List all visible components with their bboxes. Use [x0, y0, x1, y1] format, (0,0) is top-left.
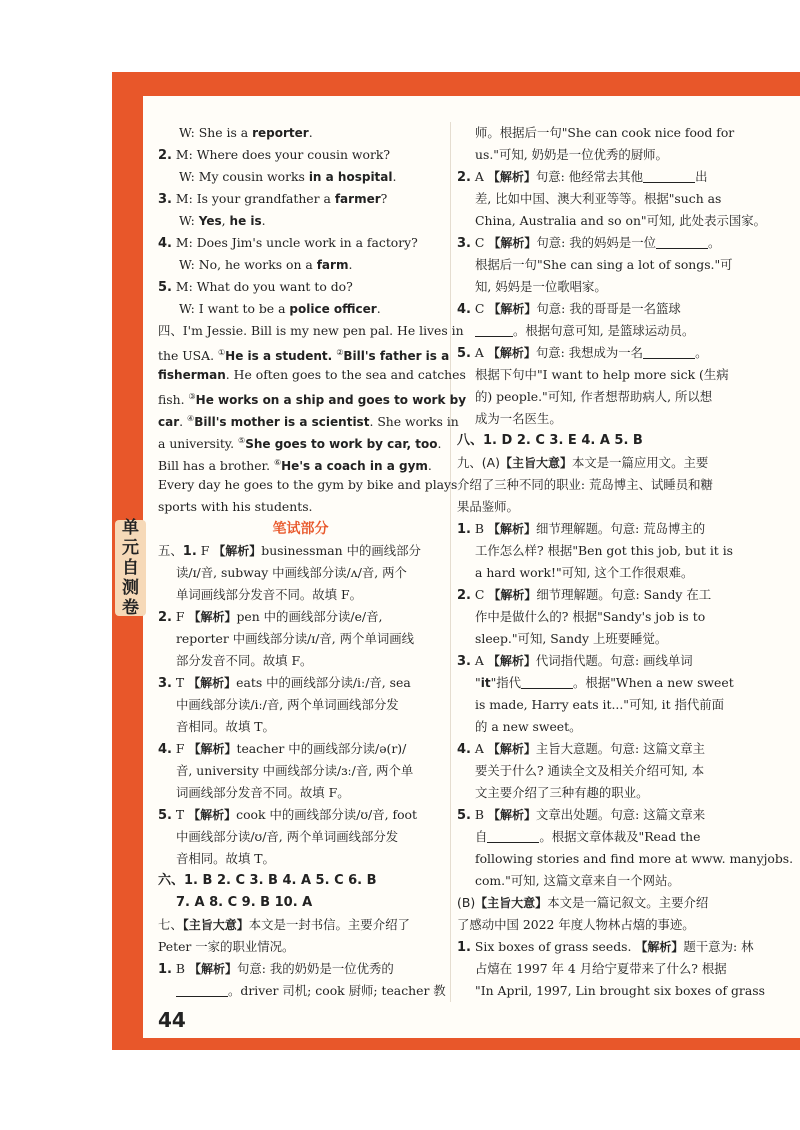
- text: A: [470, 741, 488, 756]
- item-number: 5.: [158, 280, 172, 295]
- item-number: 1.: [457, 522, 471, 537]
- answer: farmer: [334, 192, 381, 206]
- section-number: 五、: [158, 543, 183, 558]
- text-line: [457, 166, 748, 188]
- item-number: 5.: [158, 808, 172, 823]
- item-number: 3.: [457, 654, 471, 669]
- analysis-label: 【解析】: [188, 676, 237, 690]
- text: .: [376, 301, 381, 316]
- answer: He's a coach in a gym: [281, 459, 428, 474]
- text: 。driver 司机; cook 厨师; teacher 教: [228, 983, 446, 998]
- text-line: 文主要介绍了三种有趣的职业。: [475, 785, 649, 800]
- text-line: [158, 232, 443, 254]
- text: . He often goes to the sea and catches: [225, 367, 466, 382]
- answer-key-six-cont: 7. A 8. C 9. B 10. A: [176, 895, 313, 910]
- text: 细节理解题。句意: Sandy 在工: [536, 587, 712, 602]
- text: C: [470, 235, 489, 250]
- text: pen 中的画线部分读/e/音,: [236, 609, 383, 624]
- side-tab-char: 卷: [122, 598, 139, 618]
- text: 代词指代题。句意: 画线单词: [535, 653, 693, 668]
- text: W: I want to be a: [179, 301, 290, 316]
- side-tab-char: 测: [122, 578, 139, 598]
- text: 本文是一封书信。主要介绍了: [248, 917, 410, 932]
- item-number: 3.: [158, 192, 172, 207]
- text: 本文是一篇记叙文。主要介绍: [547, 895, 709, 910]
- answer: fisherman: [158, 368, 226, 382]
- answer: Bill's mother is a scientist: [194, 415, 370, 430]
- section-number: (B): [457, 895, 476, 910]
- answer: He is a student.: [225, 349, 333, 364]
- answer: reporter: [252, 126, 309, 140]
- text-line: 果品鉴师。: [457, 499, 519, 514]
- answer: in a hospital: [308, 170, 393, 184]
- text: 细节理解题。句意: 荒岛博主的: [535, 521, 706, 536]
- answer: car: [158, 415, 180, 430]
- text: ,: [221, 213, 230, 228]
- text: teacher 中的画线部分读/ə(r)/: [236, 741, 407, 756]
- answer: He works on a ship and goes to work by: [195, 393, 467, 408]
- text-line: [457, 738, 748, 760]
- item-number: 5.: [457, 346, 471, 361]
- text: A: [470, 169, 488, 184]
- text-line: us."可知, 奶奶是一位优秀的厨师。: [475, 147, 668, 162]
- answer-key-eight: 八、1. D 2. C 3. E 4. A 5. B: [457, 433, 643, 448]
- text: Bill has a brother.: [158, 458, 274, 474]
- text-line: following stories and find more at www. manyjobs.: [475, 851, 794, 866]
- answer: Bill's father is a: [343, 349, 450, 364]
- analysis-label: 【解析】: [635, 940, 684, 954]
- main-idea-label: 【主旨大意】: [499, 456, 572, 470]
- answer-key-six: 六、1. B 2. C 3. B 4. A 5. C 6. B: [158, 873, 377, 888]
- text-line: 读/ɪ/音, subway 中画线部分读/ʌ/音, 两个: [176, 565, 407, 580]
- text: W:: [179, 213, 199, 228]
- text: 。: [708, 235, 721, 250]
- text-line: China, Australia and so on"可知, 此处表示国家。: [475, 213, 767, 228]
- text-line: 单词画线部分发音不同。故填 F。: [176, 587, 363, 602]
- text: .: [348, 257, 353, 272]
- text-line: [158, 914, 443, 936]
- text: 题干意为: 林: [683, 939, 754, 954]
- answer-blank: [475, 324, 513, 337]
- answer-blank: [656, 236, 708, 249]
- text: A: [470, 653, 488, 668]
- text: M: What do you want to do?: [171, 279, 353, 294]
- text-line: 知, 妈妈是一位歌唱家。: [475, 279, 607, 294]
- text: 。: [695, 345, 708, 360]
- text-line: [457, 936, 754, 958]
- item-number: 4.: [457, 742, 471, 757]
- analysis-label: 【解析】: [188, 610, 237, 624]
- answer-blank: [643, 346, 695, 359]
- text-line: [158, 166, 443, 188]
- analysis-label: 【解析】: [213, 544, 262, 558]
- left-column: [158, 122, 467, 1002]
- text-line: [158, 298, 443, 320]
- text-line: [457, 826, 748, 848]
- text-line: [457, 518, 748, 540]
- column-divider: [450, 122, 451, 1002]
- side-tab-char: 自: [122, 558, 139, 578]
- text-line: [457, 320, 748, 342]
- item-number: 4.: [158, 742, 172, 757]
- text: 句意: 我的奶奶是一位优秀的: [236, 961, 394, 976]
- analysis-label: 【解析】: [188, 808, 237, 822]
- item-number: 1.: [457, 940, 471, 955]
- text-line: [457, 452, 748, 474]
- text-line: 成为一名医生。: [475, 411, 562, 426]
- item-number: 3.: [158, 676, 172, 691]
- text: sports with his students.: [158, 499, 313, 514]
- text-line: is made, Harry eats it..."可知, it 指代前面: [475, 697, 725, 712]
- text: Every day he goes to the gym by bike and plays: [158, 477, 458, 492]
- text-line: [158, 804, 443, 826]
- text: the USA.: [158, 348, 218, 364]
- section-number: 九、(A): [457, 455, 500, 470]
- answer-blank: [176, 984, 228, 997]
- text-line: 根据后一句"She can sing a lot of songs."可: [475, 257, 733, 272]
- text-line: [457, 892, 748, 914]
- text: 。根据文章体裁及"Read the: [539, 829, 701, 844]
- text-line: 差, 比如中国、澳大利亚等等。根据"such as: [475, 191, 722, 206]
- text-line: [158, 980, 446, 1002]
- item-number: 1.: [158, 962, 172, 977]
- text-line: 要关于什么? 通读全文及相关介绍可知, 本: [475, 763, 705, 778]
- text-line: 作中是做什么的? 根据"Sandy's job is to: [475, 609, 706, 624]
- marker: ④: [187, 414, 195, 423]
- text-line: 师。根据后一句"She can cook nice food for: [475, 125, 735, 140]
- item-number: 5.: [457, 808, 471, 823]
- text-line: 工作怎么样? 根据"Ben got this job, but it is: [475, 543, 734, 558]
- section-heading: 笔试部分: [272, 521, 329, 537]
- marker: ⑤: [238, 436, 246, 445]
- main-idea-label: 【主旨大意】: [182, 918, 249, 932]
- answer-blank: [487, 830, 539, 843]
- text: F: [171, 741, 189, 756]
- text: M: Does Jim's uncle work in a factory?: [171, 235, 418, 250]
- text-line: 音相同。故填 T。: [176, 719, 275, 734]
- text-line: [158, 188, 443, 210]
- text: 句意: 我的哥哥是一名篮球: [536, 301, 681, 316]
- side-tab: [115, 520, 146, 616]
- text-line: 音, university 中画线部分读/ɜː/音, 两个单: [176, 763, 414, 778]
- answer: She goes to work by car, too: [245, 437, 438, 452]
- text: .: [179, 414, 188, 430]
- text: F: [171, 609, 189, 624]
- text-line: [457, 298, 748, 320]
- answer-blank: [521, 676, 573, 689]
- underlined-word: it: [480, 676, 491, 690]
- text-line: [158, 672, 443, 694]
- analysis-label: 【解析】: [487, 808, 536, 822]
- text: T: [171, 807, 189, 822]
- text-line: 音相同。故填 T。: [176, 851, 275, 866]
- text: 主旨大意题。句意: 这篇文章主: [535, 741, 706, 756]
- side-tab-char: 单: [122, 518, 139, 538]
- text: M: Is your grandfather a: [171, 191, 335, 206]
- analysis-label: 【解析】: [487, 170, 536, 184]
- text-line: a hard work!"可知, 这个工作很艰难。: [475, 565, 694, 580]
- text-line: [158, 122, 443, 144]
- analysis-label: 【解析】: [487, 742, 536, 756]
- text-line: 了感动中国 2022 年度人物林占熺的事迹。: [457, 917, 695, 932]
- text: W: My cousin works: [179, 169, 309, 184]
- text-line: 占熺在 1997 年 4 月给宁夏带来了什么? 根据: [475, 961, 727, 976]
- text: eats 中的画线部分读/iː/音, sea: [236, 675, 411, 690]
- item-number: 3.: [457, 236, 471, 251]
- text-line: "In April, 1997, Lin brought six boxes of grass: [475, 983, 765, 998]
- analysis-label: 【解析】: [188, 962, 237, 976]
- text-line: [158, 958, 443, 980]
- right-column: [457, 122, 794, 1002]
- text-line: [158, 320, 464, 342]
- marker: ②: [336, 348, 344, 357]
- text-line: [158, 276, 443, 298]
- item-number: 2.: [457, 170, 471, 185]
- text-line: a university. ⑤She goes to work by car, too.: [158, 436, 442, 452]
- text: B: [470, 521, 488, 536]
- text-line: [457, 804, 748, 826]
- text-line: [158, 408, 459, 430]
- text: 本文是一篇应用文。主要: [571, 455, 709, 470]
- item-number: 4.: [457, 302, 471, 317]
- text: 句意: 他经常去其他: [535, 169, 644, 184]
- text-line: 词画线部分发音不同。故填 F。: [176, 785, 350, 800]
- text-line: 的 a new sweet。: [475, 719, 582, 734]
- text: W: No, he works on a: [179, 257, 317, 272]
- marker: ③: [188, 392, 196, 401]
- marker: ⑥: [273, 458, 282, 467]
- text: ?: [380, 191, 388, 206]
- text: F: [196, 543, 214, 558]
- answer: farm: [316, 258, 349, 272]
- text-line: 根据下句中"I want to help more sick (生病: [475, 367, 729, 382]
- answer: Yes: [198, 214, 222, 228]
- analysis-label: 【解析】: [188, 742, 237, 756]
- text-line: [158, 386, 467, 408]
- analysis-label: 【解析】: [487, 522, 536, 536]
- text-line: com."可知, 这篇文章来自一个网站。: [475, 873, 680, 888]
- text-line: 介绍了三种不同的职业: 荒岛博主、试睡员和糖: [457, 477, 713, 492]
- text: 出: [695, 169, 708, 184]
- item-number: 4.: [158, 236, 172, 251]
- text-line: [457, 232, 748, 254]
- text: 句意: 我的妈妈是一位: [536, 235, 656, 250]
- main-idea-label: 【主旨大意】: [475, 896, 548, 910]
- text: .: [308, 125, 313, 140]
- text-line: [457, 650, 748, 672]
- item-number: 2.: [158, 148, 172, 163]
- text-line: [158, 144, 443, 166]
- text: a university.: [158, 436, 239, 452]
- text-line: 的) people."可知, 作者想帮助病人, 所以想: [475, 389, 713, 404]
- text-line: [457, 342, 748, 364]
- answer: police officer: [289, 302, 377, 316]
- text-line: [158, 474, 458, 496]
- item-number: 2.: [457, 588, 471, 603]
- text-line: [158, 254, 443, 276]
- side-tab-char: 元: [122, 538, 139, 558]
- item-number: 1.: [182, 544, 197, 559]
- text-line: [158, 738, 443, 760]
- text-line: [457, 584, 748, 606]
- analysis-label: 【解析】: [488, 302, 537, 316]
- text: "指代: [490, 675, 522, 690]
- text-line: Bill has a brother. ⑥He's a coach in a gym.: [158, 458, 432, 474]
- text-line: [158, 342, 450, 364]
- text: C: [470, 301, 489, 316]
- text-line: [457, 672, 748, 694]
- text: C: [470, 587, 489, 602]
- analysis-label: 【解析】: [487, 654, 536, 668]
- answer: he is: [229, 214, 262, 228]
- item-number: 2.: [158, 610, 172, 625]
- text: ": [475, 675, 481, 690]
- analysis-label: 【解析】: [488, 236, 537, 250]
- text: B: [470, 807, 488, 822]
- text: Six boxes of grass seeds.: [470, 939, 636, 954]
- text: T: [171, 675, 189, 690]
- text: 文章出处题。句意: 这篇文章来: [535, 807, 706, 822]
- text: businessman 中的画线部分: [261, 543, 421, 558]
- text: 自: [475, 829, 488, 844]
- text: 。根据"When a new sweet: [573, 675, 734, 690]
- text: fish.: [158, 392, 189, 408]
- page-number: 44: [158, 1008, 186, 1032]
- text: .: [392, 169, 397, 184]
- text-line: sleep."可知, Sandy 上班要睡觉。: [475, 631, 668, 646]
- text: M: Where does your cousin work?: [171, 147, 391, 162]
- text: A: [470, 345, 488, 360]
- text-line: 中画线部分读/ʊ/音, 两个单词画线部分发: [176, 829, 399, 844]
- text: . She works in: [369, 414, 459, 430]
- text: 。根据句意可知, 是篮球运动员。: [513, 323, 695, 338]
- text-line: [158, 364, 466, 386]
- analysis-label: 【解析】: [487, 346, 536, 360]
- text-line: Peter 一家的职业情况。: [158, 939, 295, 954]
- text-line: [158, 606, 443, 628]
- text: B: [171, 961, 189, 976]
- text: cook 中的画线部分读/ʊ/音, foot: [236, 807, 417, 822]
- text: 四、I'm Jessie. Bill is my new pen pal. He lives in: [158, 323, 464, 338]
- text-line: [158, 210, 443, 232]
- analysis-label: 【解析】: [488, 588, 537, 602]
- text-line: [158, 540, 443, 562]
- text: W: She is a: [179, 125, 253, 140]
- section-number: 七、: [158, 917, 183, 932]
- text: .: [261, 213, 266, 228]
- marker: ①: [218, 348, 226, 357]
- text-line: [158, 496, 443, 518]
- text: 句意: 我想成为一名: [535, 345, 644, 360]
- text-line: 中画线部分读/iː/音, 两个单词画线部分发: [176, 697, 399, 712]
- text-line: reporter 中画线部分读/ɪ/音, 两个单词画线: [176, 631, 415, 646]
- answer-blank: [643, 170, 695, 183]
- text-line: 部分发音不同。故填 F。: [176, 653, 313, 668]
